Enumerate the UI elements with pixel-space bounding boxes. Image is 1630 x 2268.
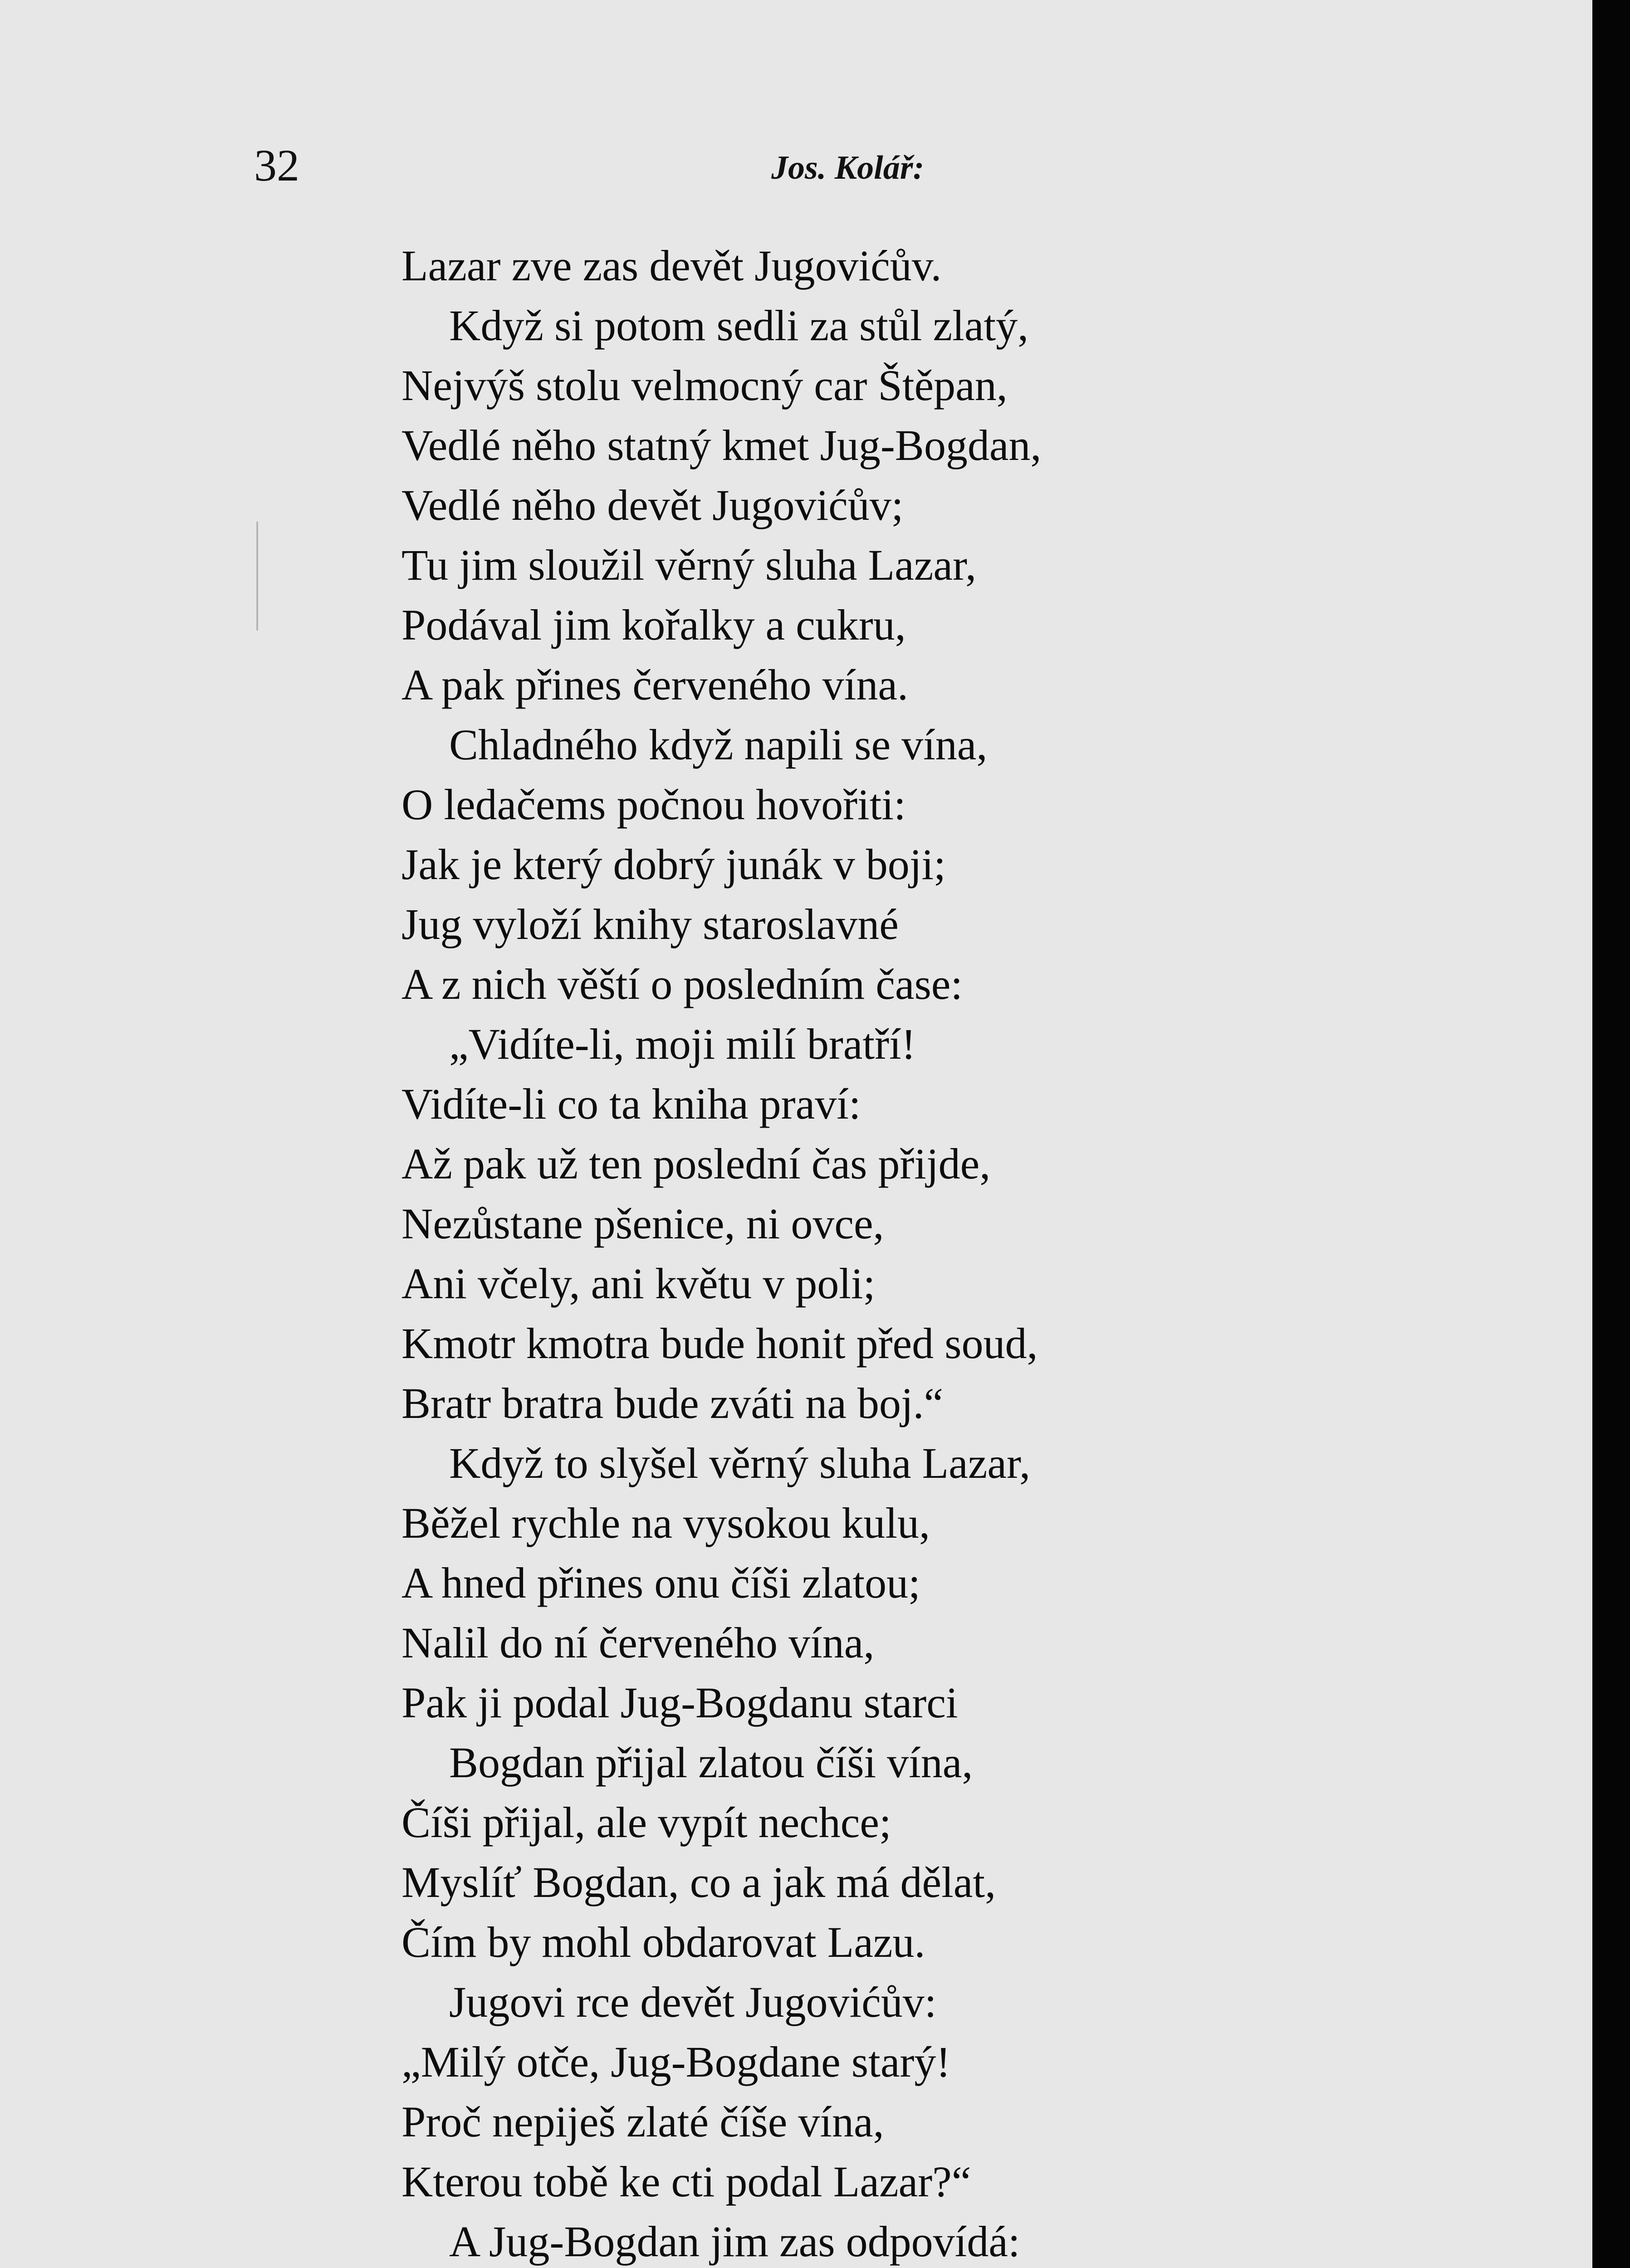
margin-mark	[256, 522, 258, 631]
poem-line: Nejvýš stolu velmocný car Štěpan,	[401, 361, 1008, 410]
poem-line: Čím by mohl obdarovat Lazu.	[401, 1918, 925, 1966]
poem-line: Kmotr kmotra bude honit před soud,	[401, 1319, 1038, 1368]
poem-line: „Milý otče, Jug-Bogdane starý!	[401, 2038, 951, 2086]
poem-line: Pak ji podal Jug-Bogdanu starci	[401, 1678, 958, 1727]
poem-line: Když si potom sedli za stůl zlatý,	[449, 301, 1029, 350]
poem-line: Nezůstane pšenice, ni ovce,	[401, 1199, 884, 1248]
running-head: Jos. Kolář:	[771, 149, 925, 186]
page-edge	[1592, 0, 1630, 2268]
poem-line: Podával jim kořalky a cukru,	[401, 601, 906, 649]
poem-line: Až pak už ten poslední čas přijde,	[401, 1139, 991, 1188]
poem-line: „Vidíte-li, moji milí bratří!	[449, 1020, 916, 1068]
poem-line: Vedlé něho statný kmet Jug-Bogdan,	[401, 421, 1042, 469]
poem-line: Chladného když napili se vína,	[449, 720, 988, 769]
page-number: 32	[254, 140, 299, 191]
poem-line: Bogdan přijal zlatou číši vína,	[449, 1738, 973, 1787]
poem-line: Myslíť Bogdan, co a jak má dělat,	[401, 1858, 996, 1906]
poem-line: Ani včely, ani květu v poli;	[401, 1259, 876, 1308]
poem-line: A pak přines červeného vína.	[401, 660, 908, 709]
poem-line: A hned přines onu číši zlatou;	[401, 1559, 920, 1607]
poem-line: A z nich věští o posledním čase:	[401, 960, 963, 1008]
poem-line: Tu jim sloužil věrný sluha Lazar,	[401, 541, 977, 589]
poem-line: Nalil do ní červeného vína,	[401, 1618, 875, 1667]
poem-line: Číši přijal, ale vypít nechce;	[401, 1798, 891, 1847]
poem-line: Běžel rychle na vysokou kulu,	[401, 1499, 930, 1547]
poem-line: Jak je který dobrý junák v boji;	[401, 840, 946, 889]
poem-text	[401, 236, 1445, 2268]
poem-line: A Jug-Bogdan jim zas odpovídá:	[449, 2217, 1020, 2266]
poem-line: Proč nepiješ zlaté číše vína,	[401, 2097, 884, 2146]
poem-line: Bratr bratra bude zváti na boj.“	[401, 1379, 944, 1427]
page-header	[0, 136, 1592, 195]
poem-line: Vidíte-li co ta kniha praví:	[401, 1080, 861, 1128]
poem-line: O ledačems počnou hovořiti:	[401, 780, 906, 829]
poem-line: Když to slyšel věrný sluha Lazar,	[449, 1439, 1031, 1487]
poem-line: Lazar zve zas devět Jugovićův.	[401, 241, 942, 290]
poem-line: Kterou tobě ke cti podal Lazar?“	[401, 2157, 971, 2206]
poem-line: Jug vyloží knihy staroslavné	[401, 900, 899, 948]
poem-line: Vedlé něho devět Jugovićův;	[401, 481, 904, 529]
poem-line: Jugovi rce devět Jugovićův:	[449, 1978, 937, 2026]
